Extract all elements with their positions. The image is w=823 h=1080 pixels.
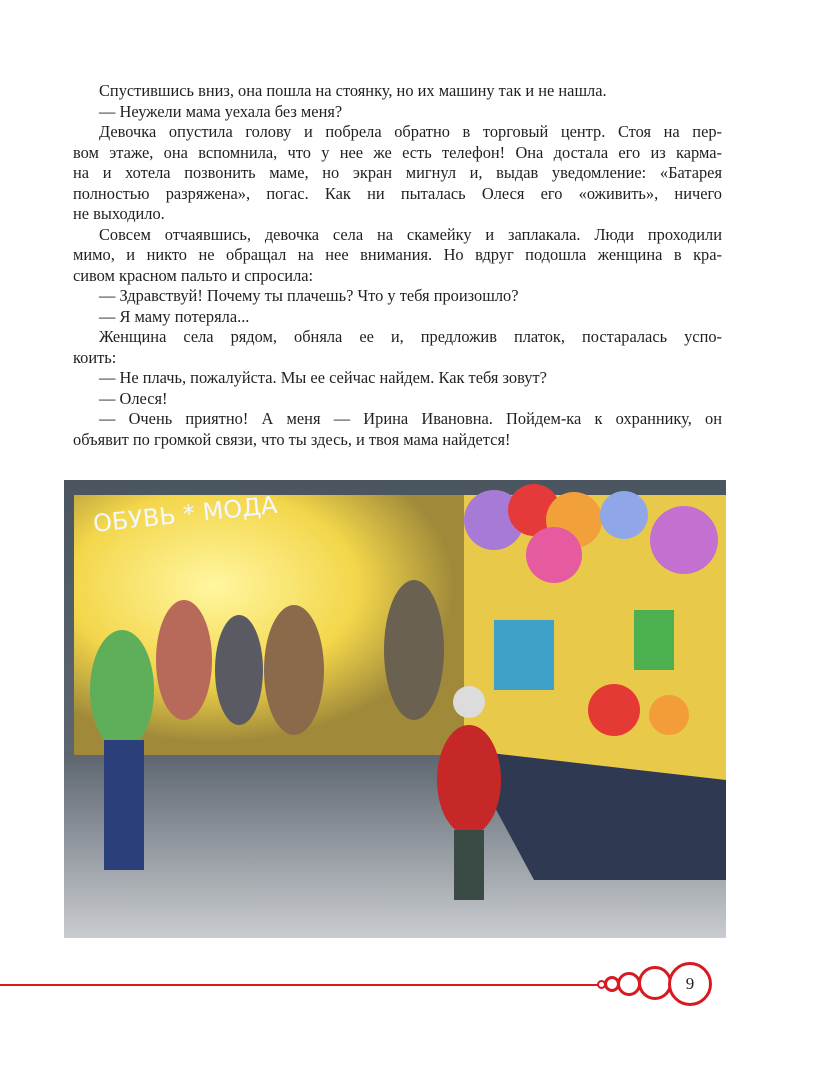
text-line: Женщина села рядом, обняла ее и, предложив платок, постаралась успо- bbox=[99, 327, 722, 346]
body-text bbox=[73, 81, 722, 450]
text-line: — Здравствуй! Почему ты плачешь? Что у тебя произошло? bbox=[99, 286, 519, 305]
text-line: Спустившись вниз, она пошла на стоянку, но их машину так и не нашла. bbox=[99, 81, 607, 100]
text-line: мимо, и никто не обращал на нее внимания. Но вдруг подошла женщина в кра- bbox=[73, 245, 722, 264]
person bbox=[215, 615, 263, 725]
decor-ring bbox=[638, 966, 672, 1000]
text-line: Девочка опустила голову и побрела обратно в торговый центр. Стоя на пер- bbox=[99, 122, 722, 141]
text-line: — Неужели мама уехала без меня? bbox=[99, 101, 343, 121]
text-line: сивом красном пальто и спросила: bbox=[73, 265, 314, 285]
toy bbox=[649, 695, 689, 735]
text-line: не выходило. bbox=[73, 204, 165, 223]
balloon bbox=[650, 506, 718, 574]
text-line: полностью разряжена», погас. Как ни пыталась Олеся его «оживить», ничего bbox=[73, 183, 722, 203]
gift-box bbox=[634, 610, 674, 670]
gift-box bbox=[494, 620, 554, 690]
shop-sign: ОБУВЬ * МОДА bbox=[91, 490, 279, 538]
text-line: Совсем отчаявшись, девочка села на скамейку и заплакала. Люди проходили bbox=[99, 224, 722, 244]
person bbox=[104, 740, 144, 870]
person bbox=[90, 630, 154, 750]
text-line: — Очень приятно! А меня — Ирина Ивановна. Пойдем-ка к охраннику, он bbox=[99, 409, 722, 428]
text-line: коить: bbox=[73, 347, 117, 367]
text-line: на и хотела позвонить маме, но экран мигнул и, выдав уведомление: «Батарея bbox=[73, 163, 722, 182]
person bbox=[156, 600, 212, 720]
text-line: — Я маму потеряла... bbox=[99, 306, 250, 326]
heart-toy bbox=[588, 684, 640, 736]
balloon bbox=[600, 491, 648, 539]
text-line: — Не плачь, пожалуйста. Мы ее сейчас найдем. Как тебя зовут? bbox=[99, 368, 547, 387]
text-line: вом этаже, она вспомнила, что у нее же есть телефон! Она достала его из карма- bbox=[73, 142, 722, 162]
text-line: объявит по громкой связи, что ты здесь, и твоя мама найдется! bbox=[73, 429, 511, 449]
girl-legs bbox=[454, 830, 484, 900]
balloon bbox=[526, 527, 582, 583]
person bbox=[384, 580, 444, 720]
illustration-mall-scene bbox=[64, 480, 726, 938]
girl-hat bbox=[453, 686, 485, 718]
page-number: 9 bbox=[685, 974, 695, 993]
person bbox=[264, 605, 324, 735]
text-line: — Олеся! bbox=[99, 388, 168, 408]
footer-rule bbox=[0, 984, 600, 986]
girl-red-coat bbox=[437, 725, 501, 835]
